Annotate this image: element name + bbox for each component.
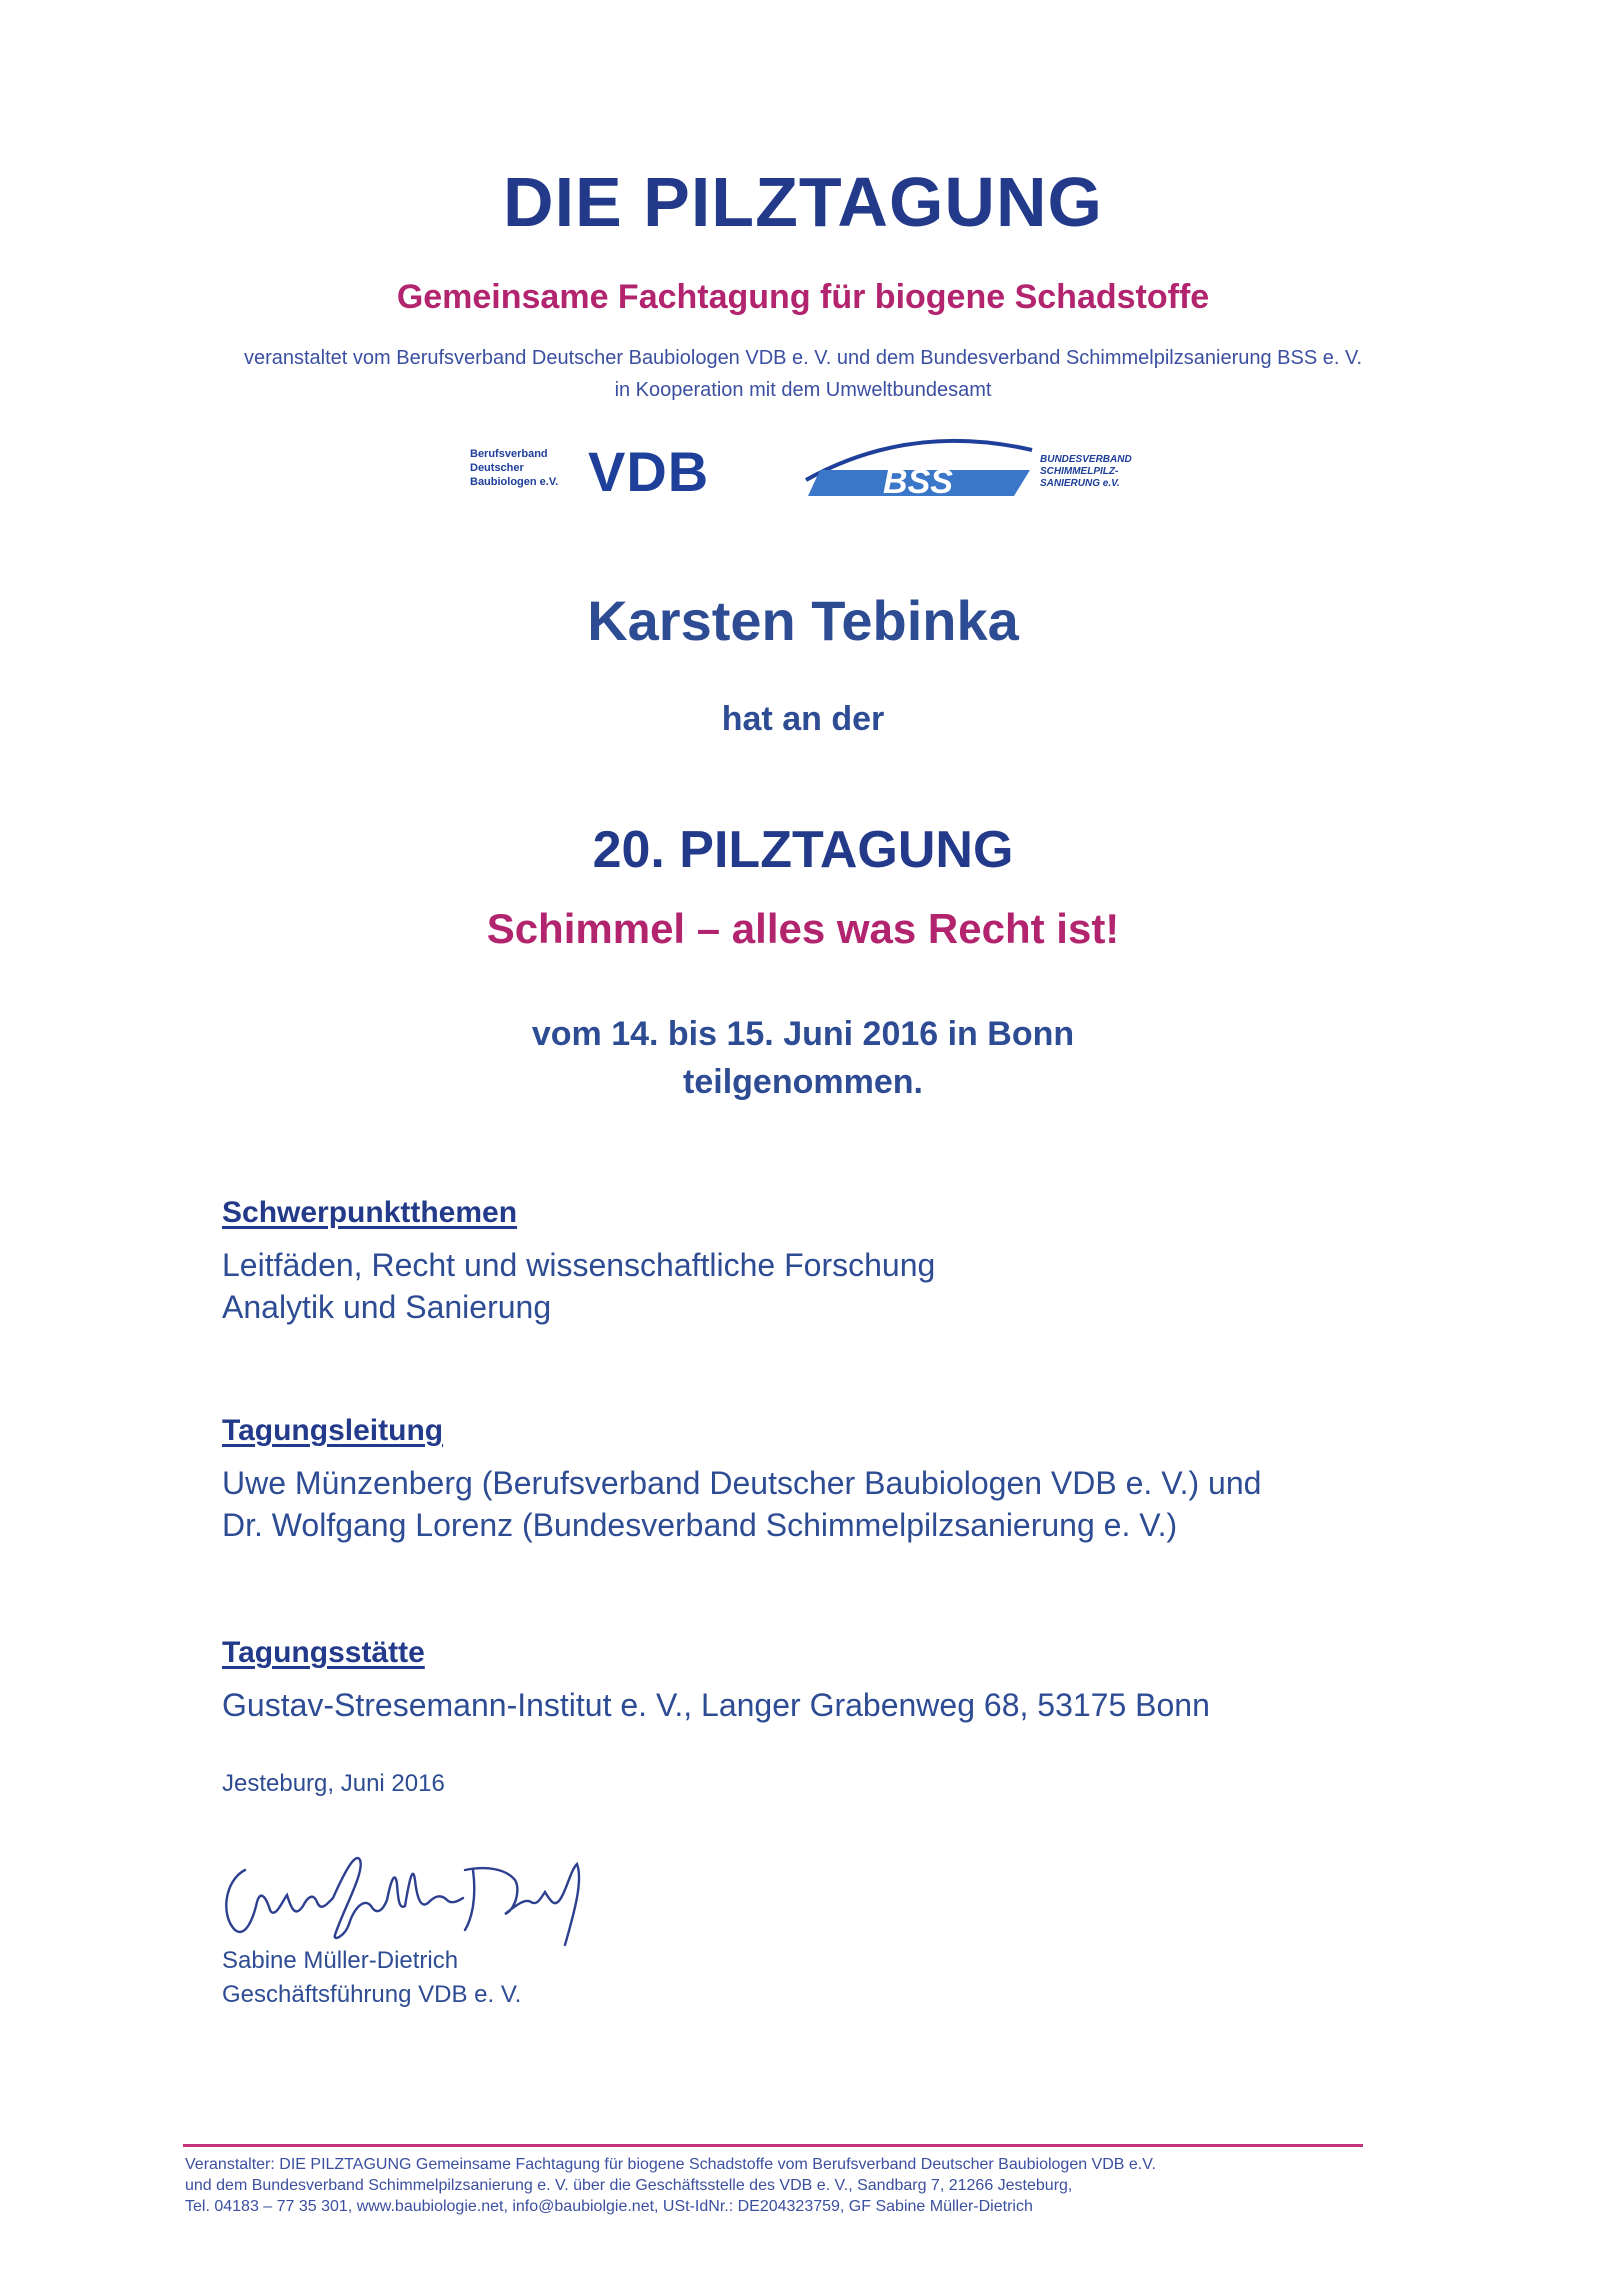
participant-name: Karsten Tebinka [587, 589, 1019, 652]
bss-logo [800, 430, 1132, 506]
footer-line-1: Veranstalter: DIE PILZTAGUNG Gemeinsame Fachtagung für biogene Schadstoffe vom Berufsverband Deutscher Baubiologen VDB e.V. [185, 2156, 1156, 2173]
participated-text: teilgenommen. [683, 1063, 923, 1101]
participation-intro: hat an der [721, 700, 885, 738]
bss-logo-mark [800, 430, 1040, 506]
vdb-logo-small-text [470, 447, 558, 489]
signer-role: Geschäftsführung VDB e. V. [222, 1981, 522, 2008]
event-subtitle: Schimmel – alles was Recht ist! [486, 905, 1120, 952]
venue-section [222, 1636, 1422, 1726]
bss-logo-line-3: SANIERUNG e.V. [1040, 478, 1120, 489]
footer-line-3: Tel. 04183 – 77 35 301, www.baubiologie.net, info@baubiolgie.net, USt-IdNr.: DE204323759, GF Sabine Müller-Dietrich [185, 2198, 1033, 2215]
topics-section [222, 1196, 1422, 1328]
event-dates [0, 1010, 1606, 1106]
footer-divider [183, 2144, 1363, 2147]
bss-logo-mark-text: BSS [883, 463, 953, 501]
bss-logo-line-1: BUNDESVERBAND [1040, 454, 1132, 465]
event-title: 20. PILZTAGUNG [592, 821, 1014, 879]
document-subtitle: Gemeinsame Fachtagung für biogene Schadstoffe [396, 278, 1210, 316]
footer-info [185, 2154, 1385, 2217]
leadership-line-1: Uwe Münzenberg (Berufsverband Deutscher Baubiologen VDB e. V.) und [222, 1465, 1262, 1501]
bss-logo-small-text [1040, 454, 1150, 490]
vdb-logo [470, 440, 730, 503]
vdb-logo-big-text: VDB [588, 440, 710, 503]
signer-name: Sabine Müller-Dietrich [222, 1947, 459, 1974]
topics-line-1: Leitfäden, Recht und wissenschaftliche Forschung [222, 1247, 936, 1283]
leadership-section [222, 1414, 1422, 1546]
event-dates-line: vom 14. bis 15. Juni 2016 in Bonn [531, 1015, 1075, 1053]
venue-line-1: Gustav-Stresemann-Institut e. V., Langer Grabenweg 68, 53175 Bonn [222, 1687, 1210, 1723]
organizer-line-1: veranstaltet vom Berufsverband Deutscher Baubiologen VDB e. V. und dem Bundesverband Schimmelpilzsanierung BSS e. V. [243, 347, 1363, 369]
vdb-logo-line-2: Deutscher [470, 462, 524, 474]
signer-block [222, 1944, 521, 2012]
place-and-date: Jesteburg, Juni 2016 [222, 1770, 445, 1797]
footer-line-2: und dem Bundesverband Schimmelpilzsanierung e. V. über die Geschäftsstelle des VDB e. V., Sandbarg 7, 21266 Jesteburg, [185, 2177, 1073, 2194]
vdb-logo-line-1: Berufsverband [470, 448, 548, 460]
topics-heading: Schwerpunktthemen [222, 1196, 518, 1229]
document-title: DIE PILZTAGUNG [503, 163, 1103, 241]
leadership-line-2: Dr. Wolfgang Lorenz (Bundesverband Schimmelpilzsanierung e. V.) [222, 1507, 1178, 1543]
venue-heading: Tagungsstätte [222, 1636, 425, 1669]
vdb-logo-line-3: Baubiologen e.V. [470, 476, 559, 488]
bss-logo-line-2: SCHIMMELPILZ- [1040, 466, 1119, 477]
handwritten-signature [215, 1840, 615, 1950]
leadership-heading: Tagungsleitung [222, 1414, 444, 1447]
topics-line-2: Analytik und Sanierung [222, 1289, 552, 1325]
organizer-info [0, 342, 1606, 406]
organizer-line-2: in Kooperation mit dem Umweltbundesamt [614, 379, 992, 401]
